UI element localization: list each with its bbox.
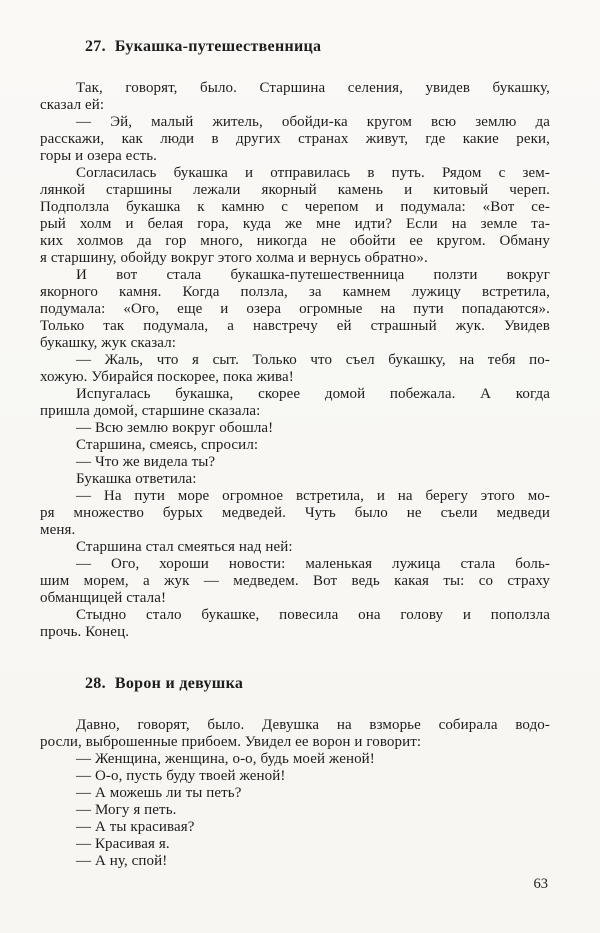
paragraph <box>40 267 550 352</box>
paragraph <box>40 420 550 437</box>
paragraph <box>40 751 550 768</box>
text-line: шим морем, а жук — медведем. Вот ведь какая ты: со страху <box>40 573 550 589</box>
text-line: горы и озера есть. <box>40 148 158 164</box>
text-line: ря множество бурых медведей. Чуть было не съели медведи <box>40 505 550 521</box>
paragraph <box>40 386 550 420</box>
text-line: — А можешь ли ты петь? <box>76 785 242 801</box>
paragraph <box>40 454 550 471</box>
text-line: — Жаль, что я сыт. Только что съел букашку, на тебя по- <box>76 352 550 368</box>
text-line: меня. <box>40 522 76 538</box>
paragraph <box>40 556 550 607</box>
text-line: — Могу я петь. <box>76 802 177 818</box>
text-line: Согласилась букашка и отправилась в путь. Рядом с зем- <box>76 165 550 181</box>
text-line: — Женщина, женщина, о-о, будь моей женой! <box>76 751 375 767</box>
paragraph <box>40 471 550 488</box>
text-line: — Что же видела ты? <box>76 454 216 470</box>
paragraph <box>40 819 550 836</box>
story-number: 27. <box>85 38 106 55</box>
story-27 <box>40 38 550 641</box>
text-line: якорного камня. Когда ползла, за камнем лужицу встретила, <box>40 284 550 300</box>
page-number: 63 <box>533 876 548 892</box>
text-line: букашку, жук сказал: <box>40 335 177 351</box>
paragraph <box>40 437 550 454</box>
text-line: — О-о, пусть буду твоей женой! <box>76 768 286 784</box>
text-line: — На пути море огромное встретила, и на берегу этого мо- <box>76 488 550 504</box>
text-line: — Эй, малый житель, обойди-ка кругом всю землю да <box>76 114 550 130</box>
text-line: Давно, говорят, было. Девушка на взморье собирала водо- <box>76 717 550 733</box>
text-line: — Ого, хороши новости: маленькая лужица стала боль- <box>76 556 550 572</box>
paragraph <box>40 539 550 556</box>
text-line: — А ну, спой! <box>76 853 168 869</box>
story-body <box>40 80 550 641</box>
text-line: Подползла букашка к камню с черепом и подумала: «Вот се- <box>40 199 550 215</box>
story-title-text: Ворон и девушка <box>114 675 244 692</box>
text-line: хожую. Убирайся поскорее, пока жива! <box>40 369 294 385</box>
story-28 <box>40 675 550 870</box>
text-line: Испугалась букашка, скорее домой побежала. А когда <box>76 386 550 402</box>
text-line: рый холм и белая гора, куда же мне идти? Если на земле та- <box>40 216 550 232</box>
text-line: расскажи, как люди в других странах живут, где какие реки, <box>40 131 550 147</box>
text-line: Только так подумала, а навстречу ей страшный жук. Увидев <box>40 318 550 334</box>
text-line: Букашка ответила: <box>76 471 197 487</box>
paragraph <box>40 785 550 802</box>
text-line: лянкой старшины лежали якорный камень и китовый череп. <box>40 182 550 198</box>
text-line: сказал ей: <box>40 97 105 113</box>
paragraph <box>40 802 550 819</box>
text-line: Старшина стал смеяться над ней: <box>76 539 293 555</box>
text-line: обманщицей стала! <box>40 590 167 606</box>
page-content <box>40 38 550 893</box>
paragraph <box>40 488 550 539</box>
text-line: И вот стала букашка-путешественница ползти вокруг <box>76 267 550 283</box>
story-number: 28. <box>85 675 106 692</box>
text-line: подумала: «Ого, еще и озера огромные на пути попадаются». <box>40 301 550 317</box>
text-line: — А ты красивая? <box>76 819 195 835</box>
text-line: — Всю землю вокруг обошла! <box>76 420 274 436</box>
paragraph <box>40 853 550 870</box>
text-line: росли, выброшенные прибоем. Увидел ее ворон и говорит: <box>40 734 422 750</box>
text-line: Стыдно стало букашке, повесила она голову и поползла <box>76 607 550 623</box>
paragraph <box>40 80 550 114</box>
paragraph <box>40 165 550 267</box>
paragraph <box>40 352 550 386</box>
story-title <box>40 675 550 693</box>
paragraph <box>40 114 550 165</box>
text-line: ких холмов да гор много, никогда не обойти ее кругом. Обману <box>40 233 550 249</box>
text-line: прочь. Конец. <box>40 624 130 640</box>
text-line: — Красивая я. <box>76 836 170 852</box>
paragraph <box>40 768 550 785</box>
paragraph <box>40 607 550 641</box>
story-title-text: Букашка-путешественница <box>114 38 322 55</box>
text-line: я старшину, обойду вокруг этого холма и вернусь обратно». <box>40 250 428 266</box>
text-line: Старшина, смеясь, спросил: <box>76 437 259 453</box>
paragraph <box>40 717 550 751</box>
text-line: пришла домой, старшине сказала: <box>40 403 261 419</box>
text-line: Так, говорят, было. Старшина селения, увидев букашку, <box>76 80 550 96</box>
story-title <box>40 38 550 56</box>
paragraph <box>40 836 550 853</box>
story-body <box>40 717 550 870</box>
